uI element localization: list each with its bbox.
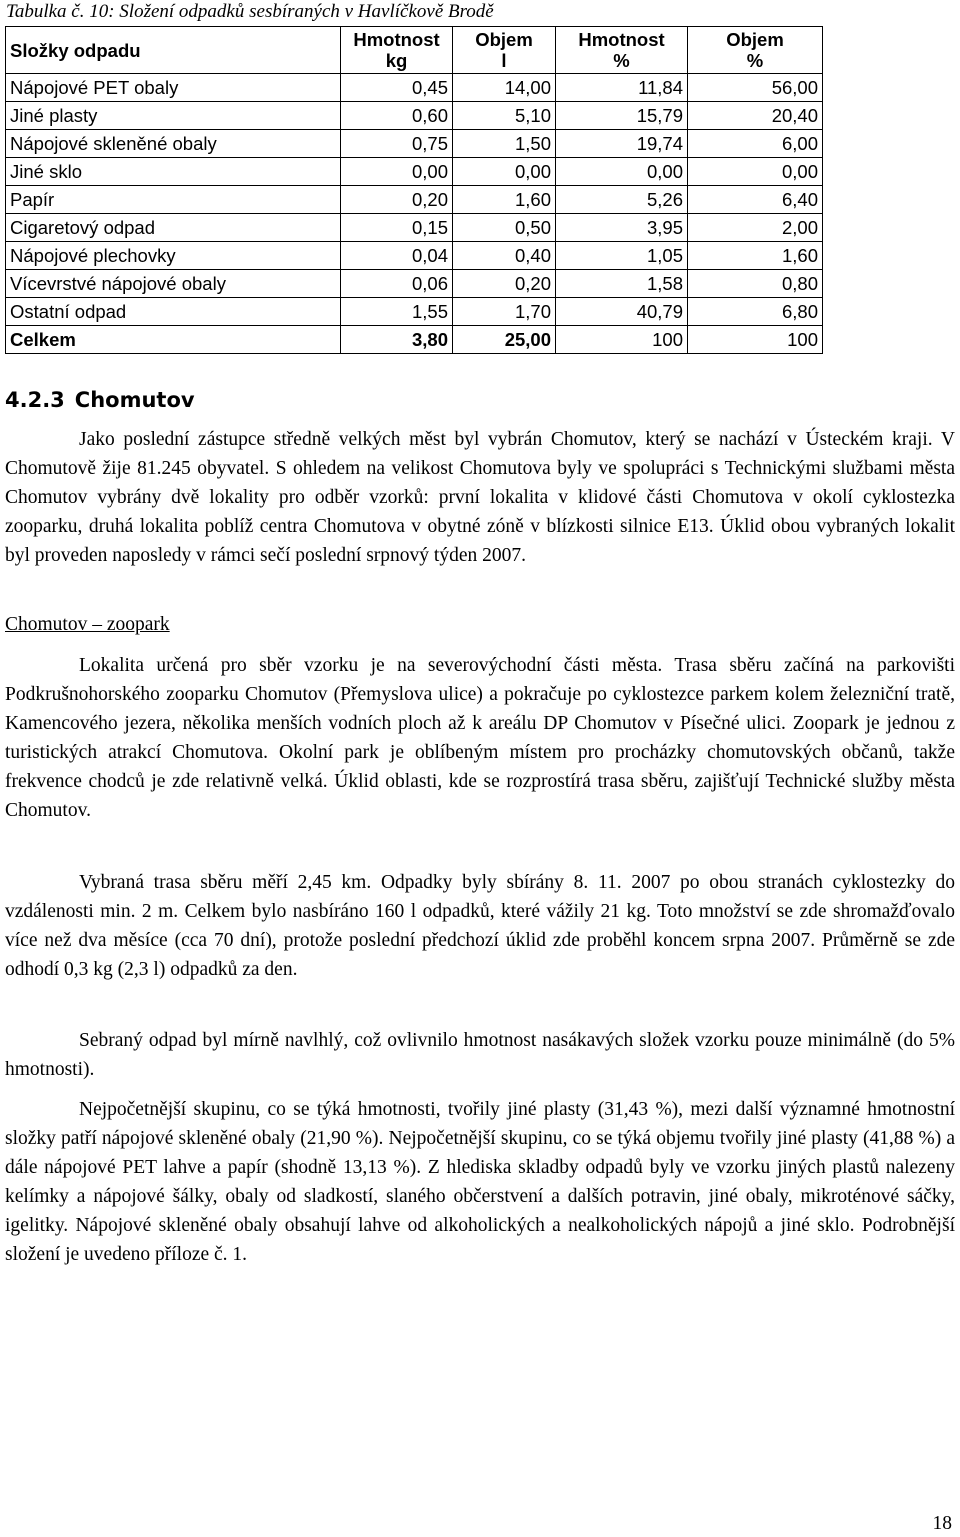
header-volume-l: Objem l	[453, 27, 556, 74]
table-row: Nápojové skleněné obaly 0,75 1,50 19,74 6,00	[6, 130, 823, 158]
table-row: Papír 0,20 1,60 5,26 6,40	[6, 186, 823, 214]
header-mass-pct: Hmotnost %	[556, 27, 688, 74]
paragraph-collection: Vybraná trasa sběru měří 2,45 km. Odpadky byly sbírány 8. 11. 2007 po obou stranách cyklostezky do vzdálenosti min. 2 m. Celkem bylo nasbíráno 160 l odpadků, které vážily 21 kg. Toto množství se zde shromažďovalo více než dva měsíce (cca 70 dní), protože poslední předchozí úklid zde proběhl koncem srpna 2007. Průměrně se zde odhodí 0,3 kg (2,3 l) odpadků za den.	[5, 872, 955, 980]
header-mass-kg: Hmotnost kg	[341, 27, 453, 74]
section-heading	[5, 385, 195, 415]
header-components: Složky odpadu	[6, 27, 341, 74]
table-row: Jiné plasty 0,60 5,10 15,79 20,40	[6, 102, 823, 130]
section-title: Chomutov	[74, 388, 195, 412]
table-row: Vícevrstvé nápojové obaly 0,06 0,20 1,58 0,80	[6, 270, 823, 298]
table-header-row	[6, 27, 823, 74]
section-number: 4.2.3	[5, 388, 65, 412]
subheading-zoopark: Chomutov – zoopark	[5, 614, 170, 635]
paragraph-location: Lokalita určená pro sběr vzorku je na severovýchodní části města. Trasa sběru začíná na parkovišti Podkrušnohorského zooparku Chomutov (Přemyslova ulice) a pokračuje po cyklostezce parkem kolem železniční tratě, Kamencového jezera, několika menších vodních ploch až k areálu DP Chomutov v Písečné ulici. Zoopark je jednou z turistických atrakcí Chomutova. Okolní park je oblíbeným místem pro procházky chomutovských občanů, takže frekvence chodců je zde relativně velká. Úklid oblasti, kde se rozprostírá trasa sběru, zajišťují Technické služby města Chomutov.	[5, 655, 955, 821]
table-row: Nápojové PET obaly 0,45 14,00 11,84 56,00	[6, 74, 823, 102]
table-row: Ostatní odpad 1,55 1,70 40,79 6,80	[6, 298, 823, 326]
table-row: Jiné sklo 0,00 0,00 0,00 0,00	[6, 158, 823, 186]
paragraph-composition: Nejpočetnější skupinu, co se týká hmotnosti, tvořily jiné plasty (31,43 %), mezi další významné hmotnostní složky patří nápojové skleněné obaly (21,90 %). Nejpočetnější skupinu, co se týká objemu tvořily jiné plasty (41,88 %) a dále nápojové PET lahve a papír (shodně 13,13 %). Z hlediska skladby odpadů byly ve vzorku jiných plastů nalezeny kelímky a nápojové šálky, obaly od sladkostí, slaného občerstvení a dalších potravin, jiné obaly, mikroténové sáčky, igelitky. Nápojové skleněné obaly obsahují lahve od alkoholických a nealkoholických nápojů a jiné sklo. Podrobnější složení je uvedeno příloze č. 1.	[5, 1099, 955, 1265]
page-number: 18	[932, 1513, 952, 1534]
paragraph-intro: Jako poslední zástupce středně velkých měst byl vybrán Chomutov, který se nachází v Ústeckém kraji. V Chomutově žije 81.245 obyvatel. S ohledem na velikost Chomutova byly ve spolupráci s Technickými službami města Chomutov vybrány dvě lokality pro odběr vzorků: první lokalita v klidové části Chomutova v okolí cyklostezka zooparku, druhá lokalita poblíž centra Chomutova v obytné zóně v blízkosti silnice E13. Úklid obou vybraných lokalit byl proveden naposledy v rámci sečí poslední srpnový týden 2007.	[5, 429, 955, 566]
table-row: Nápojové plechovky 0,04 0,40 1,05 1,60	[6, 242, 823, 270]
waste-composition-table	[5, 26, 823, 354]
table-total-row: Celkem 3,80 25,00 100 100	[6, 326, 823, 354]
table-caption: Tabulka č. 10: Složení odpadků sesbíraných v Havlíčkově Brodě	[6, 1, 494, 22]
header-volume-pct: Objem %	[688, 27, 823, 74]
table-row: Cigaretový odpad 0,15 0,50 3,95 2,00	[6, 214, 823, 242]
paragraph-moisture: Sebraný odpad byl mírně navlhlý, což ovlivnilo hmotnost nasákavých složek vzorku pouze minimálně (do 5% hmotnosti).	[5, 1030, 955, 1080]
